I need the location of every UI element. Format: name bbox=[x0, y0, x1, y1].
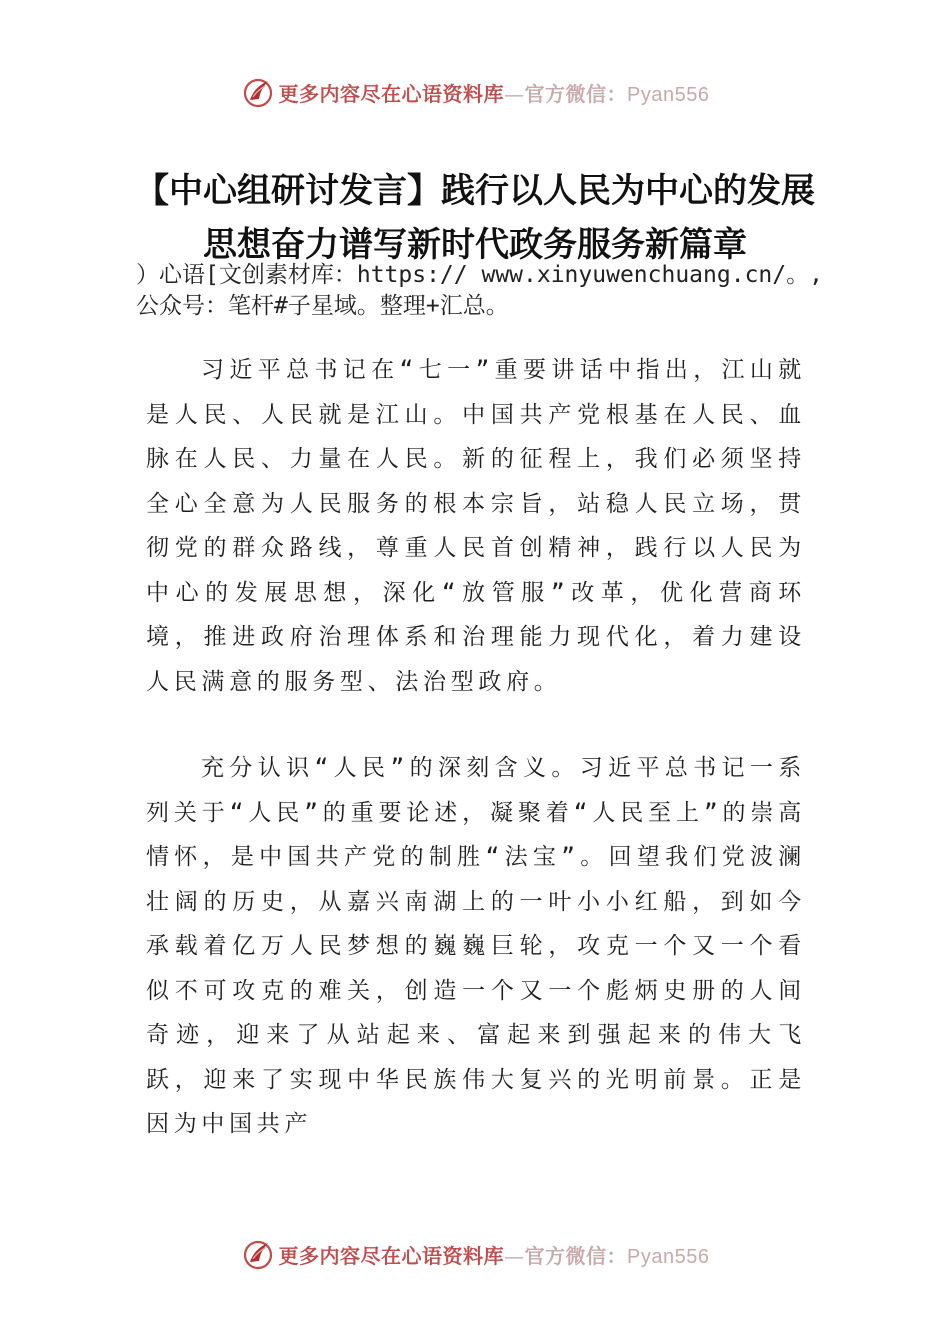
banner-text bbox=[279, 78, 710, 107]
flame-logo-icon bbox=[241, 75, 275, 109]
banner-wechat-label: 官方微信： bbox=[524, 81, 628, 106]
header-watermark-banner bbox=[0, 72, 950, 112]
document-title: 【中心组研讨发言】践行以人民为中心的发展思想奋力谱写新时代政务服务新篇章 bbox=[135, 171, 815, 265]
banner-wechat-label: 官方微信： bbox=[524, 1243, 628, 1268]
banner-main-text: 更多内容尽在心语资料库 bbox=[278, 1243, 505, 1268]
banner-dash: — bbox=[504, 1243, 525, 1268]
banner-wechat-id: Pyan556 bbox=[627, 83, 710, 106]
body-paragraph-1: 习近平总书记在“七一”重要讲话中指出，江山就是人民、人民就是江山。中国共产党根基在人民、血脉在人民、力量在人民。新的征程上，我们必须坚持全心全意为人民服务的根本宗旨，站稳人民立场，贯彻党的群众路线，尊重人民首创精神，践行以人民为中心的发展思想，深化“放管服”改革，优化营商环境，推进政府治理体系和治理能力现代化，着力建设人民满意的服务型、法治型政府。 bbox=[146, 357, 806, 695]
banner-text bbox=[279, 1240, 710, 1269]
banner-main-text: 更多内容尽在心语资料库 bbox=[278, 81, 505, 106]
body-paragraph-2: 充分认识“人民”的深刻含义。习近平总书记一系列关于“人民”的重要论述，凝聚着“人民至上”的崇高情怀，是中国共产党的制胜“法宝”。回望我们党波澜壮阔的历史，从嘉兴南湖上的一叶小小红船，到如今承载着亿万人民梦想的巍巍巨轮，攻克一个又一个看似不可攻克的难关，创造一个又一个彪炳史册的人间奇迹，迎来了从站起来、富起来到强起来的伟大飞跃，迎来了实现中华民族伟大复兴的光明前景。正是因为中国共产 bbox=[146, 755, 806, 1137]
footer-watermark-banner bbox=[0, 1234, 950, 1274]
flame-logo-icon bbox=[241, 1237, 275, 1271]
source-line: ）心语[文创素材库：https:// www.xinyuwenchuang.cn/。,公众号：笔杆#子星域。整理+汇总。 bbox=[136, 262, 823, 319]
banner-dash: — bbox=[504, 81, 525, 106]
banner-wechat-id: Pyan556 bbox=[627, 1245, 710, 1268]
